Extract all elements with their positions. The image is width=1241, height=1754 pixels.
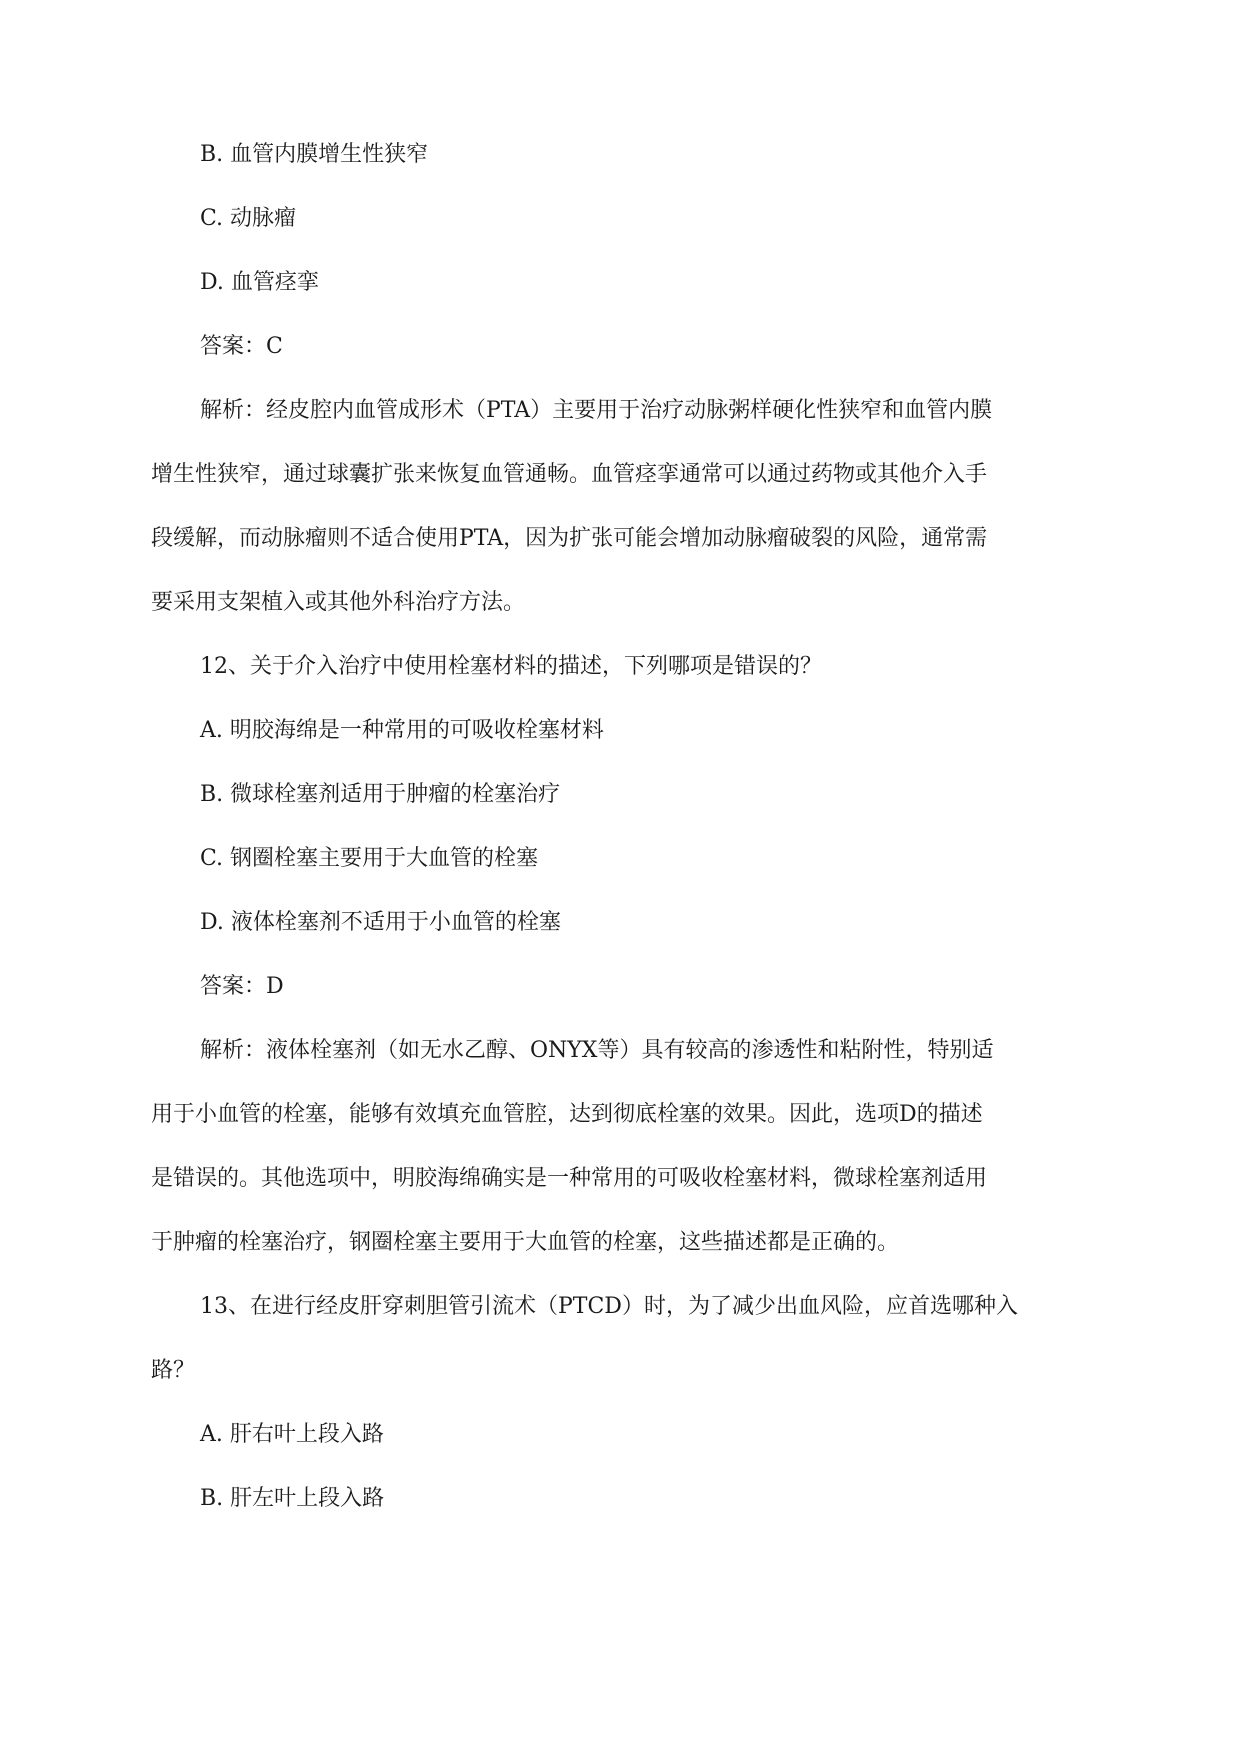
q12-analysis-line: 用于小血管的栓塞，能够有效填充血管腔，达到彻底栓塞的效果。因此，选项D的描述 bbox=[151, 1102, 983, 1127]
q13-question bbox=[151, 1292, 1096, 1386]
q12-question: 12、关于介入治疗中使用栓塞材料的描述，下列哪项是错误的？ bbox=[200, 654, 822, 679]
q11-option-c: C. 动脉瘤 bbox=[200, 206, 297, 231]
q12-option-c: C. 钢圈栓塞主要用于大血管的栓塞 bbox=[200, 846, 539, 871]
q11-option-d: D. 血管痉挛 bbox=[200, 270, 319, 295]
q11-analysis-line: 增生性狭窄，通过球囊扩张来恢复血管通畅。血管痉挛通常可以通过药物或其他介入手 bbox=[151, 462, 988, 487]
q12-answer: 答案：D bbox=[200, 974, 284, 999]
q13-option-a: A. 肝右叶上段入路 bbox=[200, 1422, 384, 1447]
q12-analysis-line: 于肿瘤的栓塞治疗，钢圈栓塞主要用于大血管的栓塞，这些描述都是正确的。 bbox=[151, 1230, 900, 1255]
q12-analysis-line: 解析：液体栓塞剂（如无水乙醇、ONYX等）具有较高的渗透性和粘附性，特别适 bbox=[200, 1038, 994, 1063]
q13-question-line: 13、在进行经皮肝穿刺胆管引流术（PTCD）时，为了减少出血风险，应首选哪种入 bbox=[200, 1294, 1018, 1319]
q12-option-d: D. 液体栓塞剂不适用于小血管的栓塞 bbox=[200, 910, 561, 935]
q11-analysis-line: 解析：经皮腔内血管成形术（PTA）主要用于治疗动脉粥样硬化性狭窄和血管内膜 bbox=[200, 398, 993, 423]
q11-answer: 答案：C bbox=[200, 334, 283, 359]
q12-analysis-line: 是错误的。其他选项中，明胶海绵确实是一种常用的可吸收栓塞材料，微球栓塞剂适用 bbox=[151, 1166, 988, 1191]
q11-analysis bbox=[151, 396, 1096, 618]
q13-question-line: 路？ bbox=[151, 1358, 196, 1383]
q11-analysis-line: 段缓解，而动脉瘤则不适合使用PTA，因为扩张可能会增加动脉瘤破裂的风险，通常需 bbox=[151, 526, 988, 551]
q12-option-b: B. 微球栓塞剂适用于肿瘤的栓塞治疗 bbox=[200, 782, 561, 807]
q12-option-a: A. 明胶海绵是一种常用的可吸收栓塞材料 bbox=[200, 718, 604, 743]
q11-option-b: B. 血管内膜增生性狭窄 bbox=[200, 142, 429, 167]
q12-analysis bbox=[151, 1036, 1096, 1258]
document-content bbox=[151, 140, 1096, 1548]
q13-option-b: B. 肝左叶上段入路 bbox=[200, 1486, 385, 1511]
q11-analysis-line: 要采用支架植入或其他外科治疗方法。 bbox=[151, 590, 526, 615]
